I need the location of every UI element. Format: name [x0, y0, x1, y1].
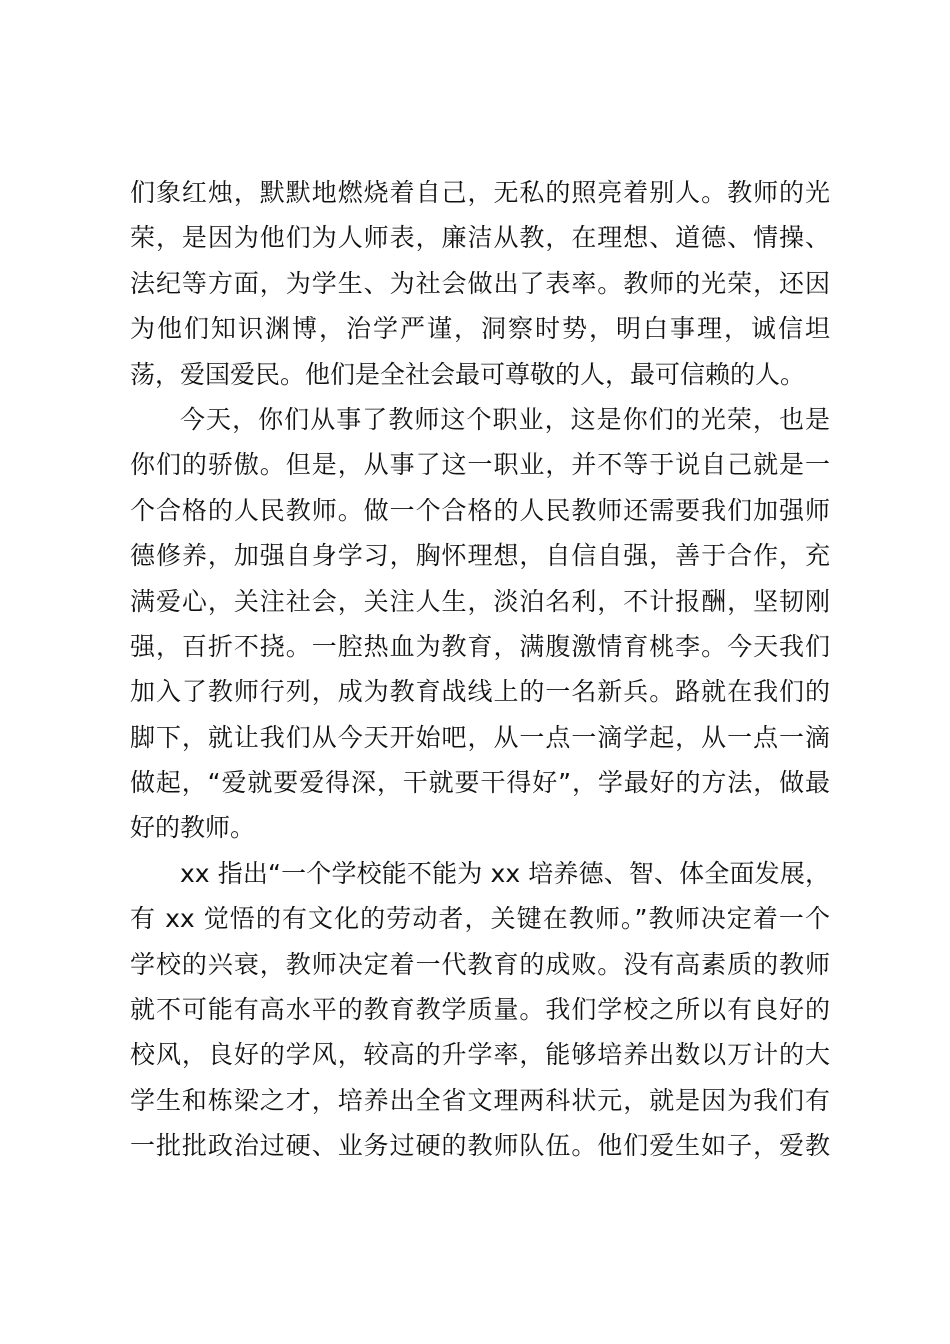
text-line: 个合格的人民教师。做一个合格的人民教师还需要我们加强师: [130, 495, 830, 525]
text-line: 们象红烛，默默地燃烧着自己，无私的照亮着别人。教师的光: [130, 178, 830, 207]
text-line: 德修养，加强自身学习，胸怀理想，自信自强，善于合作，充: [130, 541, 830, 571]
text-line: 强，百折不挠。一腔热血为教育，满腹激情育桃李。今天我们: [130, 631, 830, 661]
text-line: 有 xx 觉悟的有文化的劳动者，关键在教师。”教师决定着一个: [130, 904, 830, 934]
text-line: 荡，爱国爱民。他们是全社会最可尊敬的人，最可信赖的人。: [130, 359, 806, 389]
text-line: 好的教师。: [130, 813, 256, 843]
text-line: 法纪等方面，为学生、为社会做出了表率。教师的光荣，还因: [130, 268, 830, 298]
text-line: 加入了教师行列，成为教育战线上的一名新兵。路就在我们的: [130, 677, 830, 707]
body-text: [130, 170, 830, 1169]
text-line: 学生和栋梁之才，培养出全省文理两科状元，就是因为我们有: [130, 1085, 830, 1115]
text-line: 就不可能有高水平的教育教学质量。我们学校之所以有良好的: [130, 995, 830, 1025]
text-line: 脚下，就让我们从今天开始吧，从一点一滴学起，从一点一滴: [130, 722, 830, 752]
text-line: 满爱心，关注社会，关注人生，淡泊名利，不计报酬，坚韧刚: [130, 586, 830, 616]
text-line: 校风，良好的学风，较高的升学率，能够培养出数以万计的大: [130, 1040, 830, 1070]
text-line: 今天，你们从事了教师这个职业，这是你们的光荣，也是: [180, 404, 830, 434]
text-line: 学校的兴衰，教师决定着一代教育的成败。没有高素质的教师: [130, 949, 830, 979]
text-line: 一批批政治过硬、业务过硬的教师队伍。他们爱生如子，爱教: [130, 1131, 830, 1161]
text-line: 荣，是因为他们为人师表，廉洁从教，在理想、道德、情操、: [130, 223, 830, 253]
text-line: 做起，“爱就要爱得深，干就要干得好”，学最好的方法，做最: [130, 768, 830, 798]
text-line: xx 指出“一个学校能不能为 xx 培养德、智、体全面发展，: [180, 858, 830, 888]
text-line: 你们的骄傲。但是，从事了这一职业，并不等于说自己就是一: [130, 450, 830, 480]
text-line: 为他们知识渊博，治学严谨，洞察时势，明白事理，诚信坦: [130, 314, 830, 344]
